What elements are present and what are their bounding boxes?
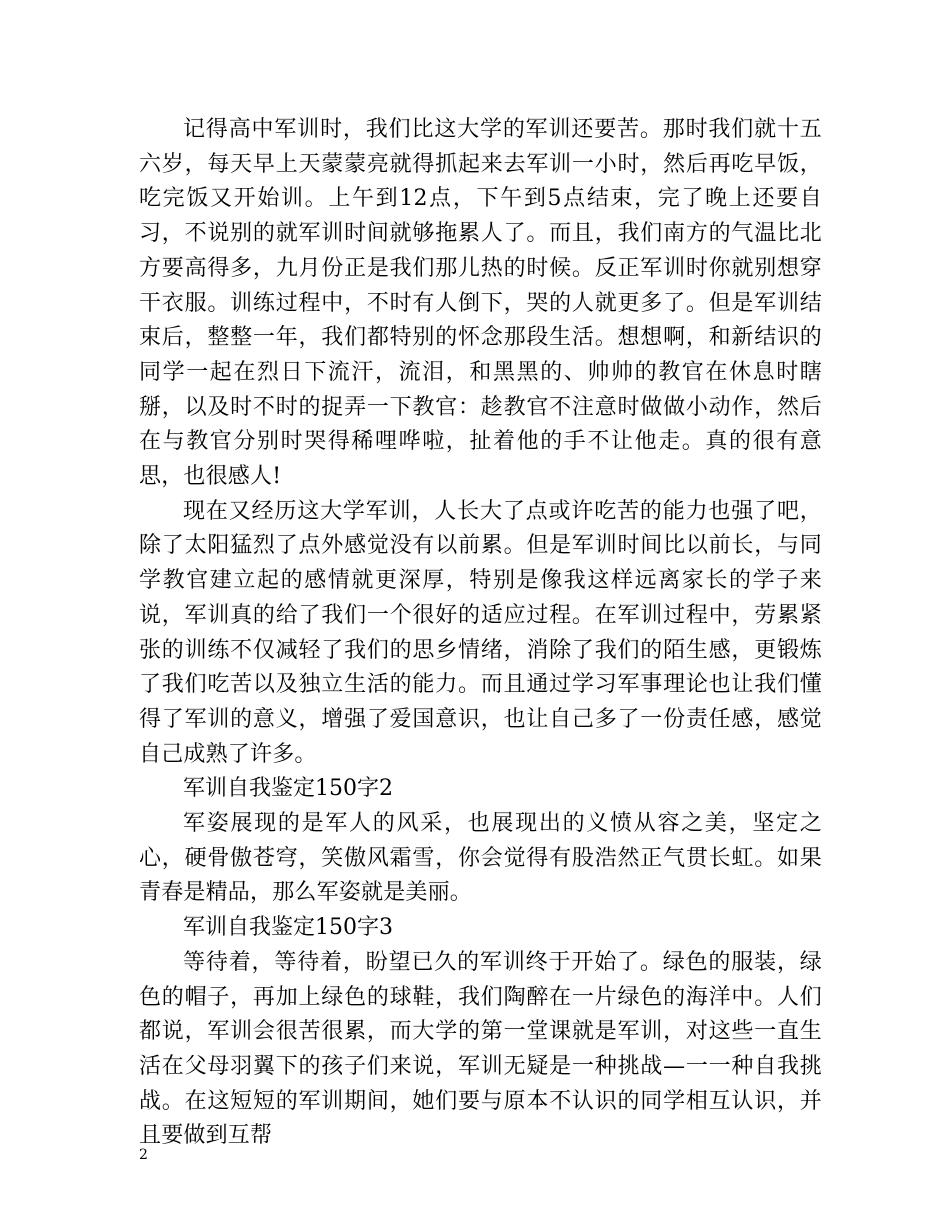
- section-heading-3: 军训自我鉴定150字3: [183, 915, 393, 941]
- paragraph-3: 军姿展现的是军人的风采，也展现出的义愤从容之美，坚定之心，硬骨傲苍穹，笑傲风霜雪，你会觉得有股浩然正气贯长虹。如果青春是精品，那么军姿就是美丽。: [139, 811, 822, 906]
- document-body: [139, 113, 822, 1154]
- page-number: 2: [139, 1147, 148, 1163]
- paragraph-2: 现在又经历这大学军训，人长大了点或许吃苦的能力也强了吧，除了太阳猛烈了点外感觉没有以前累。但是军训时间比以前长，与同学教官建立起的感情就更深厚，特别是像我这样远离家长的学子来说，军训真的给了我们一个很好的适应过程。在军训过程中，劳累紧张的训练不仅减轻了我们的思乡情绪，消除了我们的陌生感，更锻炼了我们吃苦以及独立生活的能力。而且通过学习军事理论也让我们懂得了军训的意义，增强了爱国意识，也让自己多了一份责任感，感觉自己成熟了许多。: [139, 498, 822, 767]
- paragraph-4: 等待着，等待着，盼望已久的军训终于开始了。绿色的服装，绿色的帽子，再加上绿色的球鞋，我们陶醉在一片绿色的海洋中。人们都说，军训会很苦很累，而大学的第一堂课就是军训，对这些一直生活在父母羽翼下的孩子们来说，军训无疑是一种挑战—一一种自我挑战。在这短短的军训期间，她们要与原本不认识的同学相互认识，并且要做到互帮: [139, 949, 822, 1149]
- paragraph-1: 记得高中军训时，我们比这大学的军训还要苦。那时我们就十五六岁，每天早上天蒙蒙亮就得抓起来去军训一小时，然后再吃早饭，吃完饭又开始训。上午到12点，下午到5点结束，完了晚上还要自习，不说别的就军训时间就够拖累人了。而且，我们南方的气温比北方要高得多，九月份正是我们那儿热的时候。反正军训时你就别想穿干衣服。训练过程中，不时有人倒下，哭的人就更多了。但是军训结束后，整整一年，我们都特别的怀念那段生活。想想啊，和新结识的同学一起在烈日下流汗，流泪，和黑黑的、帅帅的教官在休息时瞎掰，以及时不时的捉弄一下教官：趁教官不注意时做做小动作，然后在与教官分别时哭得稀哩哗啦，扯着他的手不让他走。真的很有意思，也很感人!: [139, 117, 822, 490]
- section-heading-2: 军训自我鉴定150字2: [183, 776, 393, 802]
